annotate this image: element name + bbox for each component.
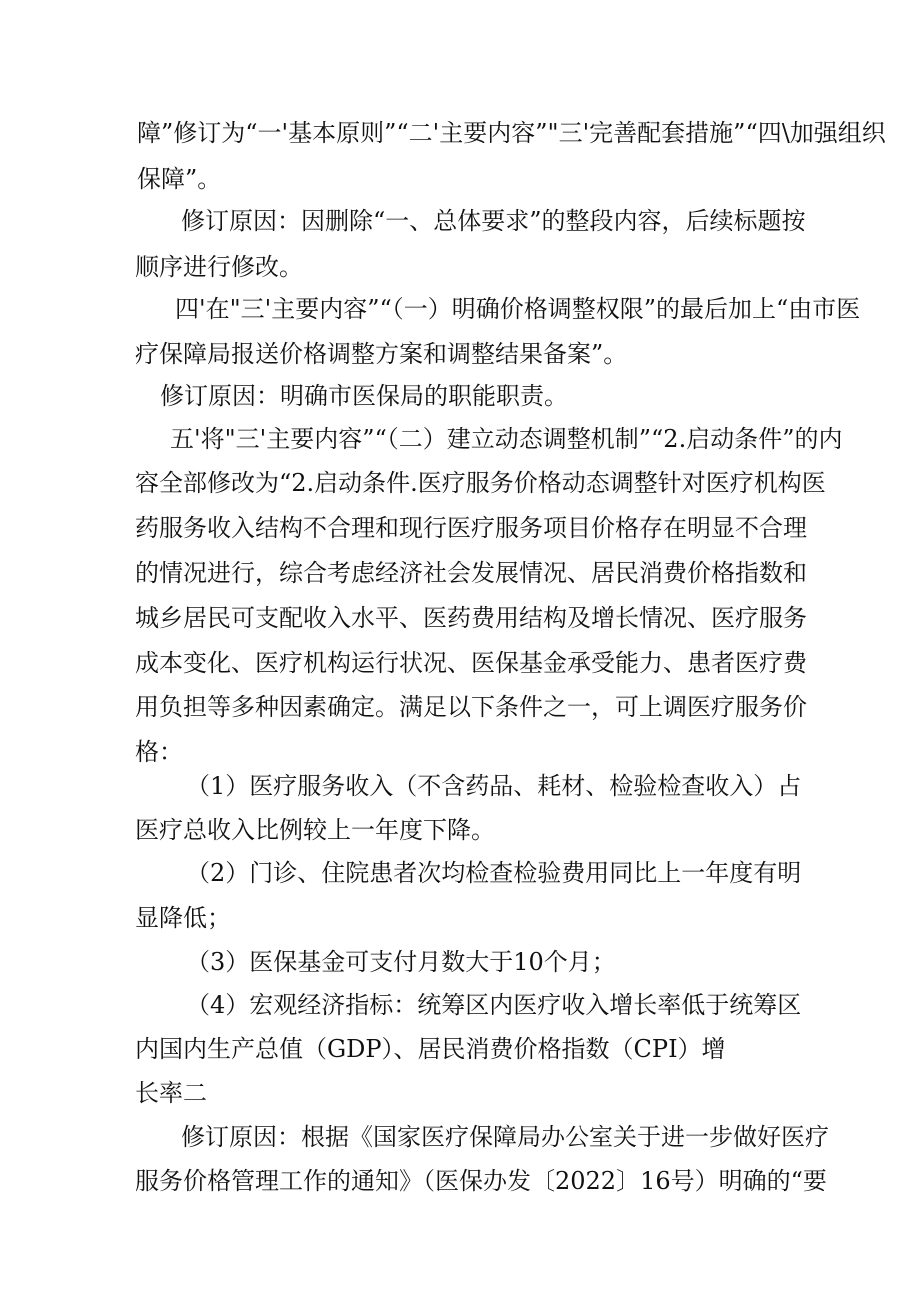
text-line-16: [0, 763, 920, 809]
text-line-8: [0, 416, 920, 462]
text-line-1-content: 障”修订为“一'基本原则”“二'主要内容”"三'完善配套措施”“四\加强组织: [137, 119, 886, 147]
text-line-1: [0, 110, 920, 156]
text-line-12: [0, 595, 920, 641]
text-line-10: [0, 505, 920, 551]
text-line-2: [0, 156, 920, 202]
text-line-10-content: 药服务收入结构不合理和现行医疗服务项目价格存在明显不合理: [135, 514, 807, 542]
text-line-22: [0, 1026, 920, 1072]
text-line-12-content: 城乡居民可支配收入水平、医药费用结构及增长情况、医疗服务: [135, 604, 807, 632]
text-line-6-content: 疗保障局报送价格调整方案和调整结果备案”。: [135, 340, 628, 368]
text-line-5-content: 四'在"三'主要内容”“（一）明确价格调整权限”的最后加上“由市医: [175, 295, 861, 323]
text-line-13-content: 成本变化、医疗机构运行状况、医保基金承受能力、患者医疗费: [135, 649, 807, 677]
text-line-9-content: 容全部修改为“2.启动条件.医疗服务价格动态调整针对医疗机构医: [135, 469, 826, 497]
text-line-23-content: 长率二: [135, 1079, 207, 1107]
text-line-24-content: 修订原因：根据《国家医疗保障局办公室关于进一步做好医疗: [181, 1123, 829, 1151]
text-line-21-content: （4）宏观经济指标：统筹区内医疗收入增长率低于统筹区: [186, 991, 802, 1019]
text-line-4-content: 顺序进行修改。: [135, 253, 303, 281]
text-line-3: [0, 198, 920, 244]
text-line-22-content: 内国内生产总值（GDP）、居民消费价格指数（CPI）增: [135, 1035, 726, 1063]
text-line-20: [0, 939, 920, 985]
text-line-25-content: 服务价格管理工作的通知》（医保办发〔2022〕16号）明确的“要: [135, 1167, 827, 1195]
text-line-7-content: 修订原因：明确市医保局的职能职责。: [160, 382, 568, 410]
text-line-11-content: 的情况进行，综合考虑经济社会发展情况、居民消费价格指数和: [135, 559, 807, 587]
text-line-17-content: 医疗总收入比例较上一年度下降。: [135, 816, 495, 844]
text-line-18: [0, 850, 920, 896]
text-line-23: [0, 1070, 920, 1116]
text-line-20-content: （3）医保基金可支付月数大于10个月；: [186, 948, 616, 976]
text-line-17: [0, 807, 920, 853]
text-line-24: [0, 1114, 920, 1160]
text-line-19-content: 显降低；: [135, 904, 231, 932]
text-line-13: [0, 640, 920, 686]
text-line-7: [0, 373, 920, 419]
text-line-25: [0, 1158, 920, 1204]
text-line-9: [0, 460, 920, 506]
text-line-16-content: （1）医疗服务收入（不含药品、耗材、检验检查收入）占: [186, 772, 802, 800]
text-line-6: [0, 331, 920, 377]
text-line-11: [0, 550, 920, 596]
text-line-19: [0, 895, 920, 941]
text-line-21: [0, 982, 920, 1028]
text-line-15-content: 格：: [135, 738, 183, 766]
text-line-14-content: 用负担等多种因素确定。满足以下条件之一，可上调医疗服务价: [135, 693, 807, 721]
text-line-5: [0, 286, 920, 332]
text-line-2-content: 保障”。: [137, 165, 222, 193]
text-line-8-content: 五'将"三'主要内容”“（二）建立动态调整机制”“2.启动条件”的内: [170, 425, 843, 453]
text-line-3-content: 修订原因：因删除“一、总体要求”的整段内容，后续标题按: [181, 207, 806, 235]
text-line-4: [0, 244, 920, 290]
text-line-18-content: （2）门诊、住院患者次均检查检验费用同比上一年度有明: [186, 859, 802, 887]
text-line-14: [0, 684, 920, 730]
